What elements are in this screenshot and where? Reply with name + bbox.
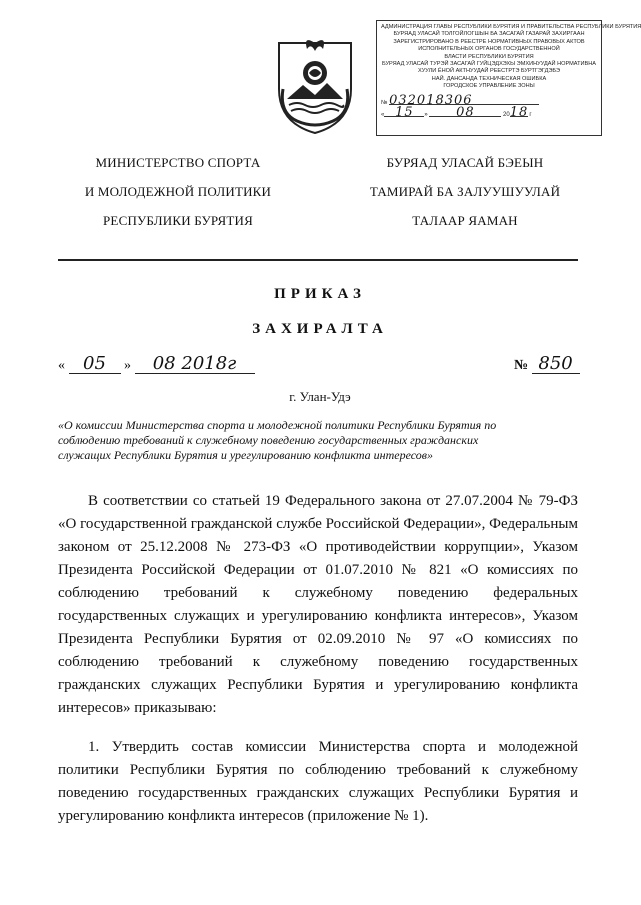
stamp-reg-date: « 15 » 08 2018 г: [381, 105, 532, 121]
document-title-buryat: ЗАХИРАЛТА: [252, 321, 388, 337]
order-number-handwritten: 850: [532, 355, 580, 374]
stamp-reg-handwritten: 032018306: [389, 97, 539, 105]
order-date: « 05 » 08 2018г: [58, 355, 255, 374]
stamp-line: ГОРОДСКОЕ УПРАВЛЕНИЕ ЗОНЫ: [443, 83, 535, 90]
ministry-name-russian: МИНИСТЕРСТВО СПОРТА И МОЛОДЕЖНОЙ ПОЛИТИКИ РЕСПУБЛИКИ БУРЯТИЯ: [84, 155, 272, 228]
header-divider: [58, 259, 578, 261]
preamble-paragraph: В соответствии со статьей 19 Федерального закона от 27.07.2004 № 79-ФЗ «О государственной гражданской службе Российской Федерации», Федеральным законом от 25.12.2008 № 273-ФЗ «О противодействии коррупции», Указом Президента Российской Федерации от 01.07.2010 № 821 «О комиссиях по соблюдению требований к служебному поведению федеральных государственных служащих и урегулированию конфликта интересов», Указом Президента Республики Бурятия от 02.09.2010 № 97 «О комиссиях по соблюдению требований к служебному поведению государственных гражданских служащих Республики Бурятия и урегулированию конфликта интересов» приказываю:: [58, 493, 578, 716]
registration-stamp: [376, 20, 641, 136]
order-day-handwritten: 05: [69, 355, 121, 374]
city-name: г. Улан-Удэ: [289, 389, 351, 404]
stamp-line: ИСПОЛНИТЕЛЬНЫХ ОРГАНОВ ГОСУДАРСТВЕННОЙ: [418, 46, 560, 53]
order-month-year-handwritten: 08 2018г: [135, 355, 255, 374]
order-number: № 850: [514, 355, 580, 374]
stamp-reg-number: № 032018306: [381, 97, 597, 107]
stamp-line: ВЛАСТИ РЕСПУБЛИКИ БУРЯТИЯ: [444, 53, 534, 60]
stamp-line: БУРЯАД УЛАСАЙ ТОЛГОЙЛОГШЫН БА ЗАСАГАЙ ГАЗАРАЙ ЗАХИРГААН: [393, 31, 585, 38]
stamp-line: БУРЯАД УЛАСАЙ ТУРЭЙ ЗАСАГАЙ ГУЙЦЭДХЭХЫ ЭМХИНУУДАЙ НОРМАТИВНА: [381, 61, 597, 68]
stamp-line: ХУУЛИ ЁНОЙ АКТНУУДАЙ РЕЕСТРТЭ БУРТГЭГДЭБЭ: [417, 68, 561, 75]
coat-of-arms-emblem: [273, 37, 357, 137]
order-subject: «О комиссии Министерства спорта и молодежной политики Республики Бурятия по соблюдению требований к служебному поведению государственных гражданских служащих Республики Бурятия и урегулированию конфликта интересов»: [58, 418, 497, 462]
item-1-paragraph: 1. Утвердить состав комиссии Министерства спорта и молодежной политики Республики Бурятия по соблюдению требований к служебному поведению государственных гражданских служащих Республики Бурятия и урегулированию конфликта интересов (приложение № 1).: [58, 739, 578, 824]
stamp-line: НАЙ. ДАНСАНДА ТЕХНИЧЕСКАЯ ОШИБКА: [431, 75, 547, 82]
stamp-line: АДМИНИСТРАЦИЯ ГЛАВЫ РЕСПУБЛИКИ БУРЯТИЯ И ПРАВИТЕЛЬСТВА РЕСПУБЛИКИ БУРЯТИЯ: [381, 24, 641, 30]
ministry-name-buryat: БУРЯАД УЛАСАЙ БЭЕЫН ТАМИРАЙ БА ЗАЛУУШУУЛАЙ ТАЛААР ЯАМАН: [369, 155, 561, 228]
stamp-line: ЗАРЕГИСТРИРОВАНО В РЕЕСТРЕ НОРМАТИВНЫХ ПРАВОВЫХ АКТОВ: [393, 38, 585, 45]
document-title-russian: ПРИКАЗ: [274, 286, 366, 302]
